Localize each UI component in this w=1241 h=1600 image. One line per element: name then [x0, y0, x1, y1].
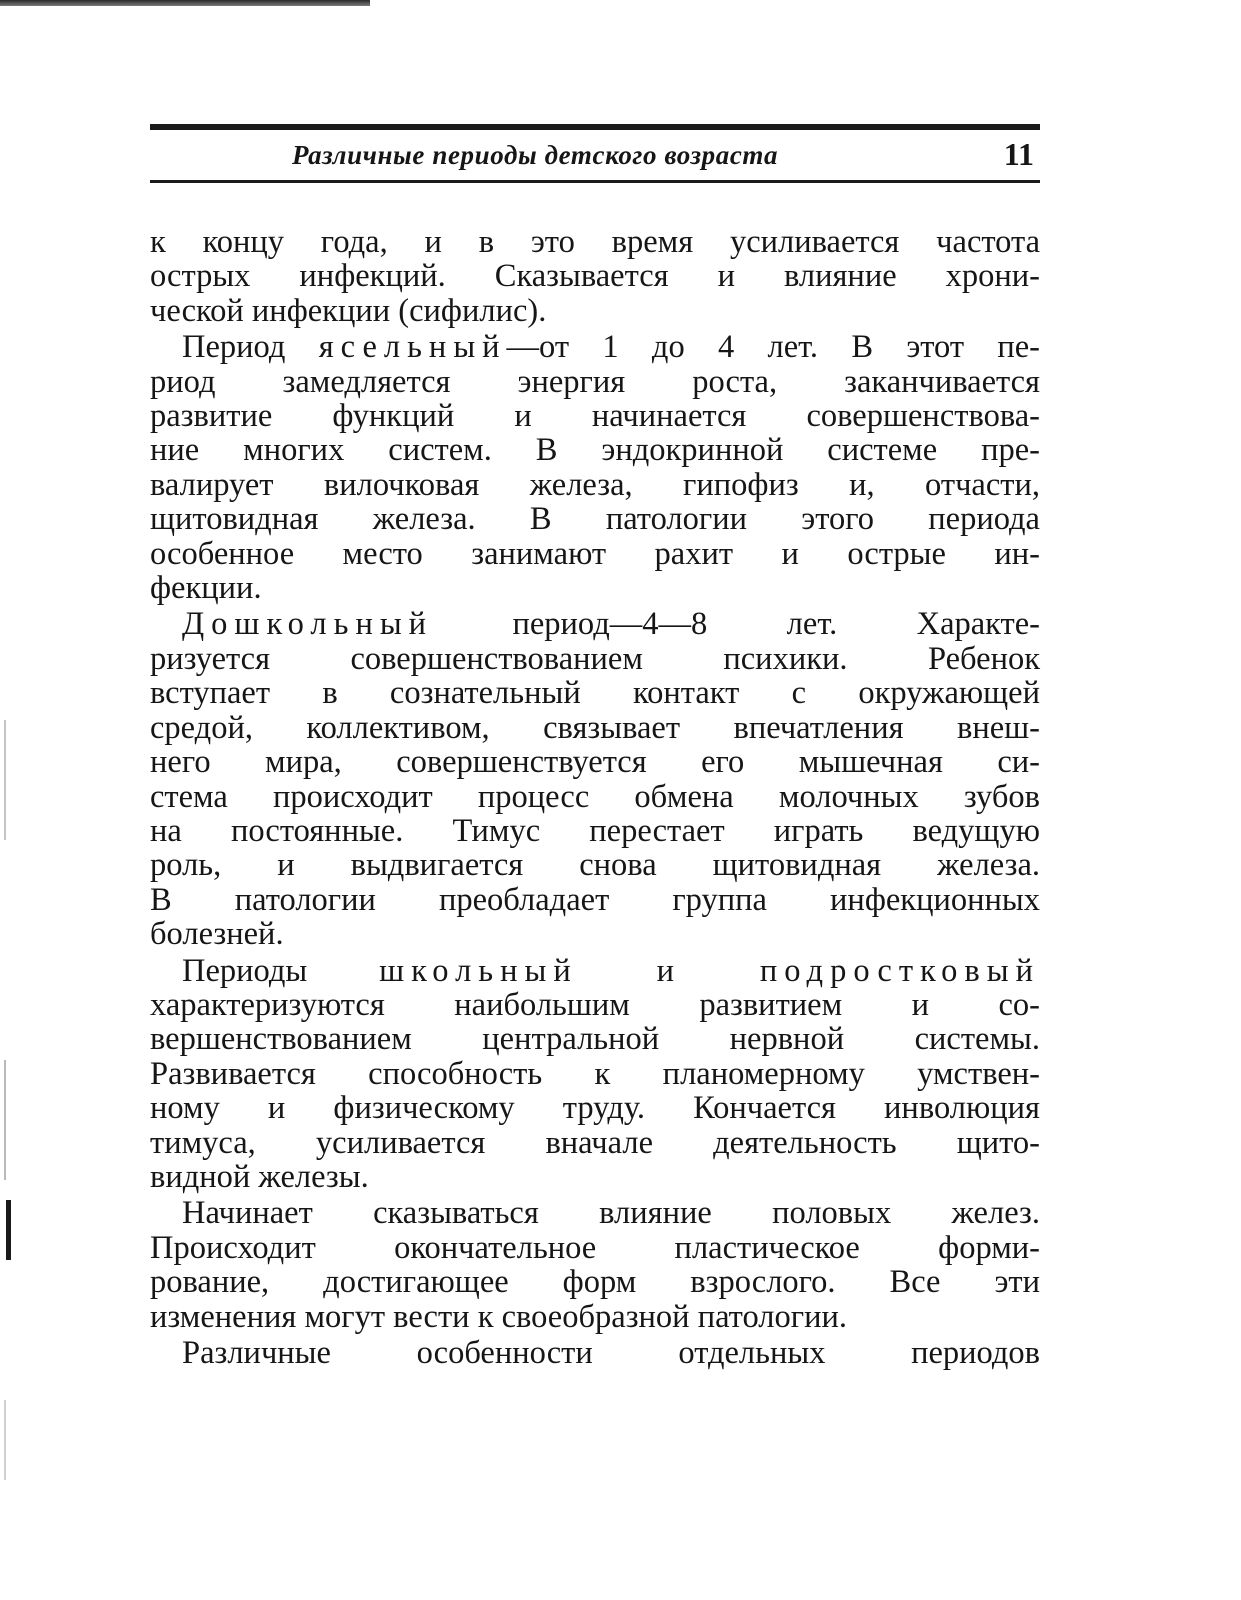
text-line: него мира, совершенствуется его мышечная си- — [150, 744, 1040, 781]
body-text — [150, 225, 1040, 1372]
text-line: ческой инфекции (сифилис). — [150, 292, 547, 329]
spaced-emphasis: школьный и подростковый — [379, 952, 1040, 989]
text-segment: Периоды — [182, 952, 380, 989]
paragraph — [150, 225, 1040, 328]
text-line: особенное место занимают рахит и острые ин- — [150, 535, 1040, 572]
text-line: болезней. — [150, 916, 284, 953]
text-line: характеризуются наибольшим развитием и со- — [150, 986, 1040, 1023]
running-title: Различные периоды детского возраста — [292, 140, 779, 170]
text-line: тимуса, усиливается вначале деятельность щито- — [150, 1124, 1040, 1161]
text-line: ние многих систем. В эндокринной системе пре- — [150, 432, 1040, 469]
text-line: В патологии преобладает группа инфекционных — [150, 881, 1040, 918]
text-line: ризуется совершенствованием психики. Ребенок — [150, 640, 1040, 677]
text-line — [150, 607, 1040, 641]
text-line: видной железы. — [150, 1158, 369, 1195]
scan-edge-mark — [4, 1400, 6, 1480]
paragraph — [150, 607, 1040, 951]
text-line — [150, 330, 1040, 364]
text-line: стема происходит процесс обмена молочных зубов — [150, 778, 1040, 815]
text-line: роль, и выдвигается снова щитовидная железа. — [150, 847, 1040, 884]
text-line: изменения могут вести к своеобразной патологии. — [150, 1298, 847, 1335]
text-line: к концу года, и в это время усиливается частота — [150, 224, 1040, 260]
text-line: развитие функций и начинается совершенствова- — [150, 398, 1040, 435]
text-line: ному и физическому труду. Кончается инволюция — [150, 1090, 1040, 1127]
text-line — [150, 954, 1040, 988]
paragraph — [150, 330, 1040, 605]
text-line: вступает в сознательный контакт с окружающей — [150, 675, 1040, 712]
text-line: валирует вилочковая железа, гипофиз и, отчасти, — [150, 466, 1040, 503]
text-line: Происходит окончательное пластическое форми- — [150, 1229, 1040, 1266]
spaced-emphasis: Дошкольный — [182, 606, 434, 643]
spaced-emphasis: ясельный — [318, 329, 507, 366]
paragraph — [150, 1196, 1040, 1334]
text-segment: период—4—8 лет. Характе- — [433, 606, 1040, 643]
page-number: 11 — [1003, 136, 1034, 172]
running-header — [150, 130, 1040, 180]
text-line: на постоянные. Тимус перестает играть ведущую — [150, 812, 1040, 849]
text-segment: Период — [182, 329, 319, 366]
book-page — [150, 124, 1040, 1372]
paragraph — [150, 1336, 1040, 1370]
paragraph — [150, 954, 1040, 1195]
scan-edge-mark — [4, 1060, 6, 1180]
text-line: Развивается способность к планомерному умствен- — [150, 1055, 1040, 1092]
scan-edge-mark — [6, 1200, 11, 1260]
text-line: щитовидная железа. В патологии этого периода — [150, 501, 1040, 538]
scan-edge-mark — [0, 0, 370, 6]
text-line: Различные особенности отдельных периодов — [182, 1335, 1040, 1371]
text-line: острых инфекций. Сказывается и влияние хрони- — [150, 258, 1040, 295]
text-line: Начинает сказываться влияние половых желез. — [182, 1195, 1040, 1232]
header-rule-bottom — [150, 180, 1040, 183]
text-line: средой, коллективом, связывает впечатления внеш- — [150, 709, 1040, 746]
text-line: рование, достигающее форм взрослого. Все эти — [150, 1264, 1040, 1301]
text-line: фекции. — [150, 570, 262, 607]
text-line: вершенствованием центральной нервной системы. — [150, 1021, 1040, 1058]
text-line: риод замедляется энергия роста, заканчивается — [150, 363, 1040, 400]
scan-edge-mark — [4, 720, 6, 840]
text-segment: —от 1 до 4 лет. В этот пе- — [506, 329, 1041, 366]
